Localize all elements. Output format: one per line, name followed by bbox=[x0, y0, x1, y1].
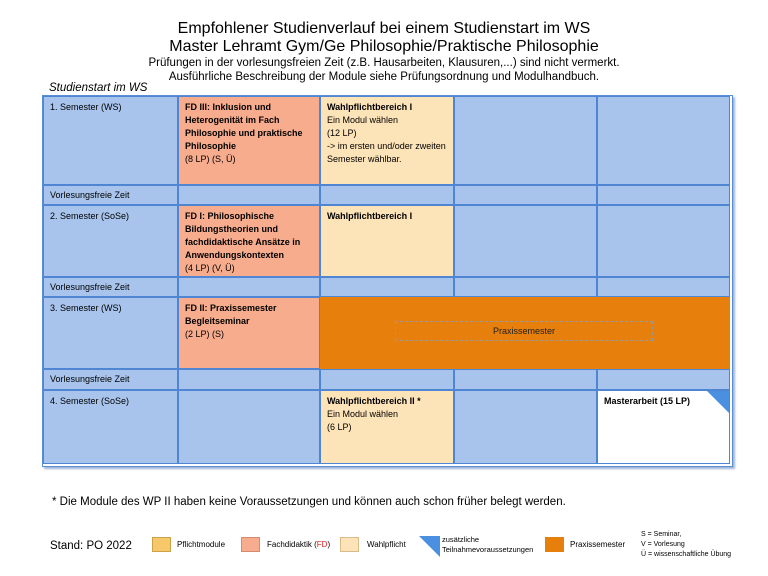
row-label-sem2: 2. Semester (SoSe) bbox=[43, 205, 178, 277]
legend-praxis-label: Praxissemester bbox=[570, 540, 626, 549]
legend-wahlpflicht-label: Wahlpflicht bbox=[367, 540, 406, 549]
row-label-sem4: 4. Semester (SoSe) bbox=[43, 390, 178, 464]
module-fd1-detail: (4 LP) (V, Ü) bbox=[185, 263, 235, 273]
empty-cell bbox=[597, 369, 730, 390]
page-subtitle: Master Lehramt Gym/Ge Philosophie/Praktische Philosophie bbox=[169, 38, 599, 55]
empty-cell bbox=[454, 205, 597, 277]
version-label: Stand: PO 2022 bbox=[50, 540, 132, 552]
legend-praxis-swatch bbox=[545, 537, 564, 552]
empty-cell bbox=[178, 369, 320, 390]
page-title: Empfohlener Studienverlauf bei einem Studienstart im WS bbox=[177, 20, 591, 37]
start-label: Studienstart im WS bbox=[49, 82, 148, 94]
empty-cell bbox=[320, 277, 454, 297]
empty-cell bbox=[597, 185, 730, 205]
legend-wahlpflicht-swatch bbox=[340, 537, 359, 552]
module-wp1-line2: (12 LP) bbox=[327, 128, 357, 138]
module-wp2 bbox=[320, 390, 454, 464]
module-fd2 bbox=[178, 297, 320, 369]
module-wp1b-title: Wahlpflichtbereich I bbox=[327, 211, 413, 221]
empty-cell bbox=[178, 277, 320, 297]
legend-abbr-v: V = Vorlesung bbox=[641, 541, 685, 548]
footnote: * Die Module des WP II haben keine Voraussetzungen und können auch schon früher belegt werden. bbox=[52, 496, 566, 508]
module-wp2-title: Wahlpflichtbereich II * bbox=[327, 396, 421, 406]
legend-triangle-icon bbox=[419, 536, 440, 557]
module-note: Ausführliche Beschreibung der Module siehe Prüfungsordnung und Modulhandbuch. bbox=[168, 71, 600, 83]
legend-abbr-s: S = Seminar, bbox=[641, 531, 682, 538]
empty-cell bbox=[178, 390, 320, 464]
legend-abbr-u: Ü = wissenschaftliche Übung bbox=[641, 551, 732, 558]
row-label-sem1: 1. Semester (WS) bbox=[43, 96, 178, 185]
module-wp2-line1: Ein Modul wählen bbox=[327, 409, 399, 419]
row-label-break1: Vorlesungsfreie Zeit bbox=[43, 185, 178, 205]
empty-cell bbox=[320, 185, 454, 205]
row-label-sem3: 3. Semester (WS) bbox=[43, 297, 178, 369]
legend-pflicht-swatch bbox=[152, 537, 171, 552]
legend-fd-swatch bbox=[241, 537, 260, 552]
empty-cell bbox=[178, 185, 320, 205]
legend-zusatz-label: zusätzliche Teilnahmevoraussetzungen bbox=[442, 535, 534, 554]
module-wp1-title: Wahlpflichtbereich I bbox=[327, 102, 413, 112]
empty-cell bbox=[597, 205, 730, 277]
empty-cell bbox=[454, 369, 597, 390]
requirements-triangle-icon bbox=[707, 391, 729, 413]
empty-cell bbox=[454, 277, 597, 297]
row-label-break2: Vorlesungsfreie Zeit bbox=[43, 277, 178, 297]
empty-cell bbox=[454, 96, 597, 185]
module-wp1-line1: Ein Modul wählen bbox=[327, 115, 399, 125]
module-fd3-detail: (8 LP) (S, Ü) bbox=[185, 154, 236, 164]
empty-cell bbox=[454, 390, 597, 464]
module-wp1-continued bbox=[320, 205, 454, 277]
row-label-break3: Vorlesungsfreie Zeit bbox=[43, 369, 178, 390]
module-fd1 bbox=[178, 205, 320, 277]
module-fd3-title: FD III: Inklusion und Heterogenität im Fach Philosophie und praktische Philosophie bbox=[185, 102, 303, 151]
module-wp1-line3: -> im ersten und/oder zweiten Semester wählbar. bbox=[327, 141, 446, 164]
module-wp2-line2: (6 LP) bbox=[327, 422, 352, 432]
legend-fd-label: Fachdidaktik (FD) bbox=[267, 540, 331, 549]
module-masterarbeit-title: Masterarbeit (15 LP) bbox=[604, 396, 691, 406]
exam-note: Prüfungen in der vorlesungsfreien Zeit (z.B. Hausarbeiten, Klausuren,...) sind nicht vermerkt. bbox=[148, 57, 620, 69]
module-wp1 bbox=[320, 96, 454, 185]
empty-cell bbox=[454, 185, 597, 205]
module-fd1-title: FD I: Philosophische Bildungstheorien und fachdidaktische Ansätze in Anwendungskontexten bbox=[185, 211, 301, 260]
module-fd2-detail: (2 LP) (S) bbox=[185, 329, 225, 339]
module-fd3 bbox=[178, 96, 320, 185]
legend-pflicht-label: Pflichtmodule bbox=[177, 540, 226, 549]
module-fd2-title: FD II: Praxissemester Begleitseminar bbox=[185, 303, 277, 326]
empty-cell bbox=[597, 277, 730, 297]
empty-cell bbox=[320, 369, 454, 390]
empty-cell bbox=[597, 96, 730, 185]
praxissemester-label: Praxissemester bbox=[395, 321, 653, 341]
